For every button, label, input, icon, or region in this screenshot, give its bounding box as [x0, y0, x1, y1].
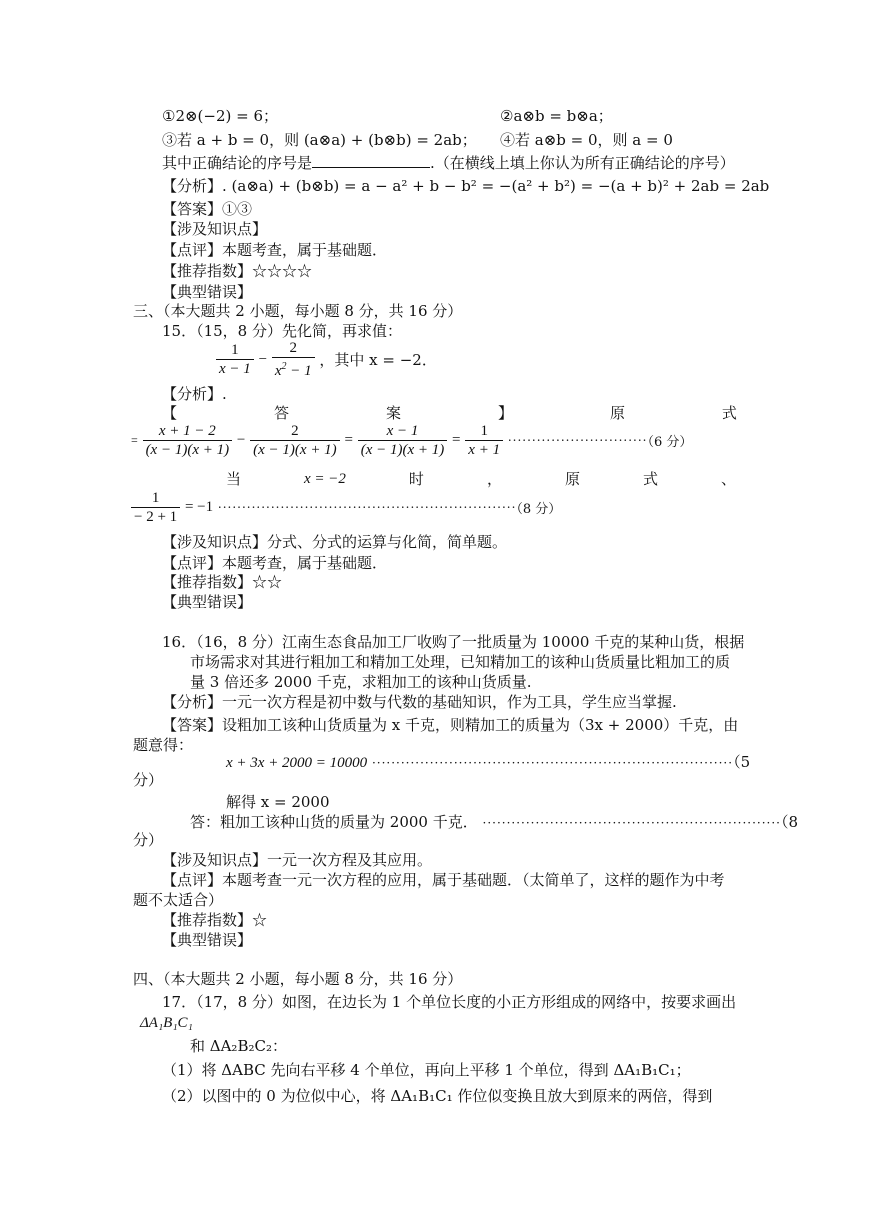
- eval-fraction: $\frac{1}{- 2 + 1}$: [131, 489, 180, 526]
- question-suffix: .（在横线上填上你认为所有正确结论的序号）: [430, 154, 735, 172]
- word: 案: [385, 404, 401, 422]
- question-line: [162, 153, 735, 173]
- q16-recommend: 【推荐指数】☆: [162, 911, 268, 929]
- q16-score-8: （8: [781, 813, 799, 831]
- simplification-chain: = $\frac{x + 1 - 2}{(x - 1)(x + 1)}$ − $\frac{2}{(x - 1)(x + 1)}$ = $\frac{x - 1}{(x - 1)(x + 1)}$ = $\frac{1}{x + 1}$ ·····························（6 分）: [131, 423, 693, 458]
- q15-error: 【典型错误】: [162, 593, 253, 611]
- knowledge-point: 【涉及知识点】: [162, 220, 268, 238]
- q16-error: 【典型错误】: [162, 931, 253, 949]
- word: 【: [162, 404, 178, 422]
- q17-line-5: （2）以图中的 0 为位似中心，将 ΔA₁B₁C₁ 作位似变换且放大到原来的两倍，得到: [162, 1087, 713, 1105]
- q16-answer-2: 题意得：: [133, 736, 194, 754]
- fraction-1: $\frac{1}{x - 1}$: [216, 341, 254, 378]
- q15-review: 【点评】本题考查，属于基础题．: [162, 554, 388, 572]
- q16-reply: 答：粗加工该种山货的质量为 2000 千克．: [190, 813, 478, 831]
- q16-knowledge: 【涉及知识点】一元一次方程及其应用。: [162, 851, 433, 869]
- q16-line-1: 16．（16，8 分）江南生态食品加工厂收购了一批质量为 10000 千克的某种山货，根据: [162, 633, 745, 651]
- review-line: 【点评】本题考查，属于基础题．: [162, 241, 388, 259]
- q15-expression: $\frac{1}{x - 1}$ − $\frac{2}{x^2 - 1}$ ，其中 x = −2．: [216, 339, 437, 380]
- q15-analysis: 【分析】.: [162, 385, 227, 403]
- question-prefix: 其中正确结论的序号是: [162, 154, 313, 172]
- word: 、: [720, 470, 736, 488]
- q16-fen-2: 分）: [133, 831, 164, 849]
- q16-equation-line: x + 3x + 2000 = 10000 ···········································································（5: [226, 753, 751, 771]
- fraction-2: $\frac{2}{x^2 - 1}$: [272, 339, 315, 380]
- word: 当: [226, 470, 242, 488]
- q17-line-1: 17．（17，8 分）如图，在边长为 1 个单位长度的小正方形组成的网络中，按要求画出: [162, 993, 737, 1011]
- word: 答: [273, 404, 289, 422]
- q16-equation: x + 3x + 2000 = 10000: [226, 755, 368, 771]
- q16-analysis: 【分析】一元一次方程是初中数与代数的基础知识，作为工具，学生应当掌握.: [162, 693, 677, 711]
- analysis-line: 【分析】. (a⊗a) + (b⊗b) = a − a² + b − b² = −(a² + b²) = −(a + b)² + 2ab = 2ab: [162, 177, 770, 195]
- answer-blank: [312, 153, 430, 168]
- item-3: ③若 a + b = 0，则 (a⊗a) + (b⊗b) = 2ab；: [162, 131, 477, 149]
- q17-line-4: （1）将 ΔABC 先向右平移 4 个单位，再向上平移 1 个单位，得到 ΔA₁B₁C₁；: [162, 1061, 691, 1079]
- q15-stem: 15．（15，8 分）先化简，再求值：: [162, 322, 402, 340]
- answer-line: 【答案】①③: [162, 200, 253, 218]
- chain-fraction-3: $\frac{x - 1}{(x - 1)(x + 1)}$: [358, 422, 448, 459]
- item-2: ②a⊗b = b⊗a；: [500, 107, 613, 125]
- score-8: （8 分）: [516, 502, 562, 517]
- word: 】: [497, 404, 513, 422]
- q16-line-3: 量 3 倍还多 2000 千克，求粗加工的该种山货质量.: [190, 673, 532, 691]
- score-6: （6 分）: [647, 435, 693, 450]
- chain-fraction-4: $\frac{1}{x + 1}$: [465, 422, 503, 459]
- when-justified-line: [226, 469, 736, 489]
- answer-justified-line: [162, 403, 737, 423]
- item-4: ④若 a⊗b = 0，则 a = 0: [500, 131, 673, 149]
- q15-knowledge: 【涉及知识点】分式、分式的运算与化简，简单题。: [162, 533, 508, 551]
- word: 原: [564, 470, 580, 488]
- q16-line-2: 市场需求对其进行粗加工和精加工处理，已知精加工的该种山货质量比粗加工的质: [190, 653, 731, 671]
- q16-solve: 解得 x = 2000: [226, 793, 330, 811]
- word: x = −2: [304, 471, 346, 487]
- q17-line-3: 和 ΔA₂B₂C₂：: [190, 1037, 287, 1055]
- q16-review-1: 【点评】本题考查一元一次方程的应用，属于基础题．（太简单了，这样的题作为中考: [162, 871, 725, 889]
- recommend-index: 【推荐指数】☆☆☆☆: [162, 262, 313, 280]
- q16-answer-1: 【答案】设粗加工该种山货质量为 x 千克，则精加工的质量为（3x + 2000）千克，由: [162, 716, 739, 734]
- chain-fraction-2: $\frac{2}{(x - 1)(x + 1)}$: [250, 422, 340, 459]
- q15-condition: ，其中 x = −2．: [319, 351, 437, 369]
- typical-error: 【典型错误】: [162, 283, 253, 301]
- evaluation-line: $\frac{1}{- 2 + 1}$ = −1 ······························································（8 分）: [131, 489, 561, 526]
- q17-line-2: ΔA₁B₁C₁: [140, 1015, 193, 1031]
- word: 原: [609, 404, 625, 422]
- section-3-title: 三、（本大题共 2 小题，每小题 8 分，共 16 分）: [133, 302, 463, 320]
- word: 时: [408, 470, 424, 488]
- q16-review-2: 题不太适合）: [133, 891, 224, 909]
- q15-recommend: 【推荐指数】☆☆: [162, 573, 283, 591]
- word: ，: [486, 470, 502, 488]
- q16-reply-line: 答：粗加工该种山货的质量为 2000 千克． ······························································（8: [190, 813, 799, 831]
- q16-score-5: （5: [733, 753, 751, 771]
- chain-fraction-1: $\frac{x + 1 - 2}{(x - 1)(x + 1)}$: [143, 422, 233, 459]
- word: 式: [721, 404, 737, 422]
- word: 式: [642, 470, 658, 488]
- section-4-title: 四、（本大题共 2 小题，每小题 8 分，共 16 分）: [133, 970, 463, 988]
- q16-fen-1: 分）: [133, 771, 164, 789]
- item-1: ①2⊗(−2) = 6；: [162, 107, 279, 125]
